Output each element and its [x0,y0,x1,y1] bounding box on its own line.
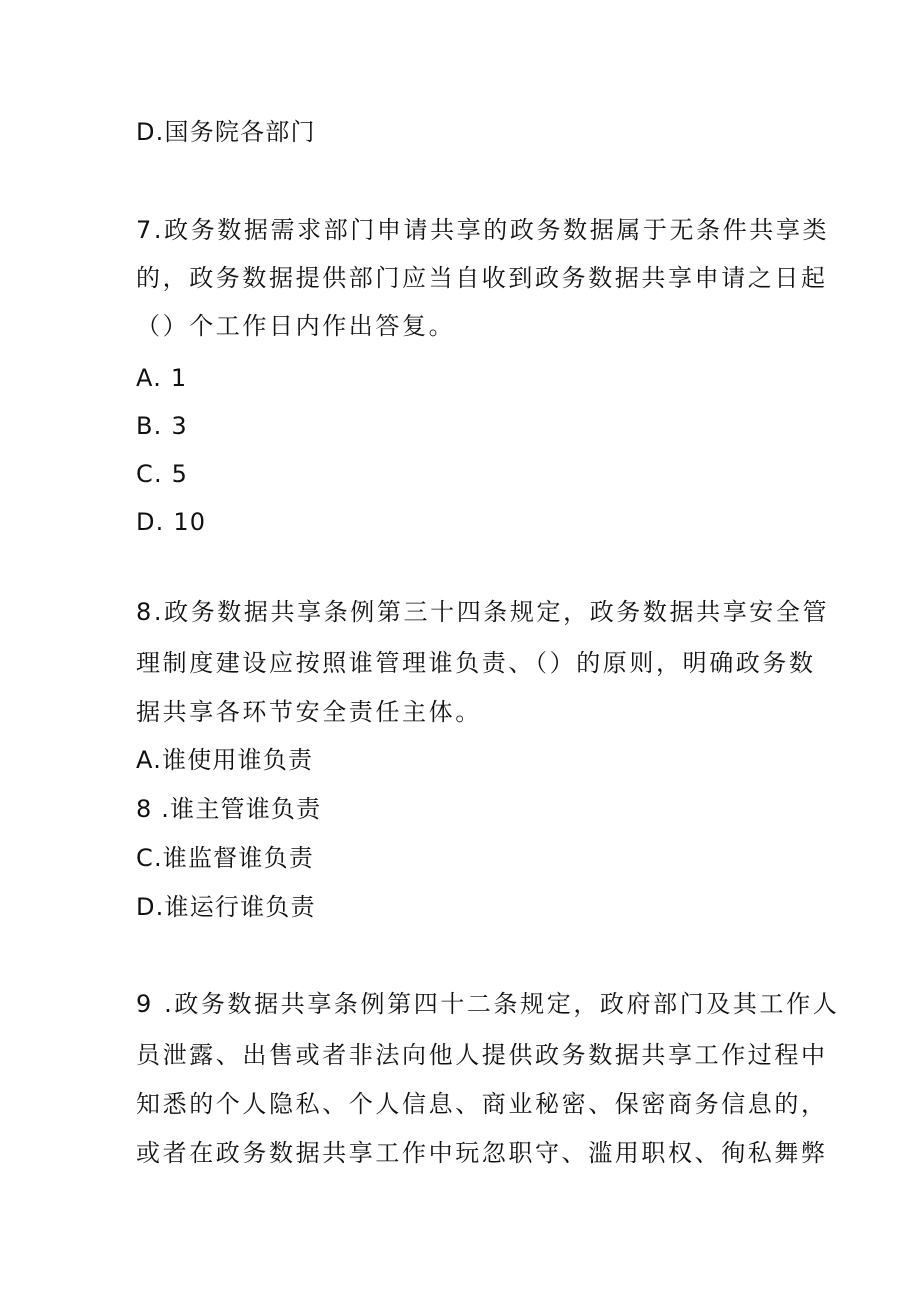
q9-stem-line-4: 或者在政务数据共享工作中玩忽职守、滥用职权、徇私舞弊 [136,1139,828,1167]
q7-option-b: B. 3 [136,412,188,440]
q7-stem-line-3: （）个工作日内作出答复。 [136,312,456,340]
q8-option-a: A.谁使用谁负责 [136,746,314,774]
q8-stem-line-3: 据共享各环节安全责任主体。 [136,698,482,726]
q7-stem-line-1: 7.政务数据需求部门申请共享的政务数据属于无条件共享类 [136,216,830,244]
q9-stem-line-2: 员泄露、出售或者非法向他人提供政务数据共享工作过程中 [136,1041,828,1069]
q7-option-c: C. 5 [136,460,189,488]
q7-option-d: D. 10 [136,508,207,536]
q8-stem-line-2: 理制度建设应按照谁管理谁负责、（）的原则，明确政务数 [136,649,816,677]
q9-stem-line-3: 知悉的个人隐私、个人信息、商业秘密、保密商务信息的， [136,1090,828,1118]
q7-option-a: A. 1 [136,364,188,392]
q9-stem-line-1: 9 .政务数据共享条例第四十二条规定，政府部门及其工作人 [136,990,840,1018]
q8-option-b: 8 .谁主管谁负责 [136,795,322,823]
prev-option-d: D.国务院各部门 [136,118,316,146]
q7-stem-line-2: 的，政务数据提供部门应当自收到政务数据共享申请之日起 [136,264,828,292]
q8-option-c: C.谁监督谁负责 [136,844,314,872]
q8-stem-line-1: 8.政务数据共享条例第三十四条规定，政务数据共享安全管 [136,598,830,626]
q8-option-d: D.谁运行谁负责 [136,893,316,921]
